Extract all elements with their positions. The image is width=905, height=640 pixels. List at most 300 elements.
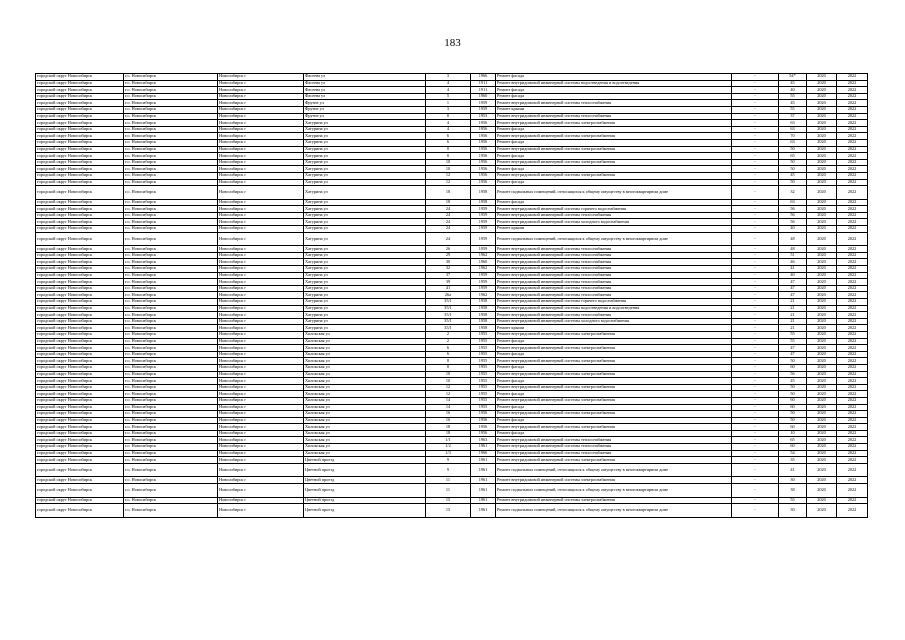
municipality-cell: городской округ Новосибирск xyxy=(36,232,124,246)
end-year-cell: 2022 xyxy=(837,126,868,133)
work-type-cell: Ремонт внутридомовой инженерной системы электроснабжения xyxy=(496,371,732,378)
settlement-cell: Новосибирск г xyxy=(218,397,304,404)
work-type-cell: Ремонт внутридомовой инженерной системы теплоснабжения xyxy=(496,312,732,319)
build-year-cell: 1955 xyxy=(471,404,496,411)
dash-cell: - xyxy=(732,397,779,404)
settlement-cell: Новосибирск г xyxy=(218,358,304,365)
table-row xyxy=(36,450,868,457)
start-year-cell: 2020 xyxy=(807,285,837,292)
value-cell: 54* xyxy=(779,74,807,81)
district-cell: г.о. Новосибирск xyxy=(124,266,218,273)
value-cell: 60 xyxy=(779,444,807,451)
district-cell: г.о. Новосибирск xyxy=(124,272,218,279)
capital-repair-table xyxy=(35,73,868,518)
build-year-cell: 1955 xyxy=(471,345,496,352)
table-row xyxy=(36,259,868,266)
work-type-cell: Ремонт подвальных помещений, относящихся к общему имуществу в многоквартирном доме xyxy=(496,186,732,200)
build-year-cell: 1959 xyxy=(471,279,496,286)
dash-cell: - xyxy=(732,504,779,518)
start-year-cell: 2020 xyxy=(807,325,837,332)
work-type-cell: Ремонт крыши xyxy=(496,325,732,332)
value-cell: 51 xyxy=(779,252,807,259)
house-number-cell: 26а xyxy=(426,292,471,299)
end-year-cell: 2022 xyxy=(837,226,868,233)
settlement-cell: Новосибирск г xyxy=(218,87,304,94)
settlement-cell: Новосибирск г xyxy=(218,345,304,352)
house-number-cell: 41 xyxy=(426,285,471,292)
work-type-cell: Ремонт внутридомовой инженерной системы теплоснабжения xyxy=(496,450,732,457)
work-type-cell: Ремонт фасада xyxy=(496,364,732,371)
dash-cell: - xyxy=(732,411,779,418)
settlement-cell: Новосибирск г xyxy=(218,266,304,273)
table-row xyxy=(36,331,868,338)
build-year-cell: 1955 xyxy=(471,371,496,378)
build-year-cell: 1962 xyxy=(471,252,496,259)
settlement-cell: Новосибирск г xyxy=(218,285,304,292)
build-year-cell: 1955 xyxy=(471,397,496,404)
house-number-cell: 6 xyxy=(426,351,471,358)
municipality-cell: городской округ Новосибирск xyxy=(36,397,124,404)
value-cell: 56 xyxy=(779,219,807,226)
work-type-cell: Ремонт фасада xyxy=(496,351,732,358)
value-cell: 50 xyxy=(779,411,807,418)
house-number-cell: 18 xyxy=(426,430,471,437)
settlement-cell: Новосибирск г xyxy=(218,232,304,246)
dash-cell: - xyxy=(732,226,779,233)
municipality-cell: городской округ Новосибирск xyxy=(36,113,124,120)
work-type-cell: Ремонт внутридомовой инженерной системы теплоснабжения xyxy=(496,292,732,299)
build-year-cell: 1961 xyxy=(471,504,496,518)
municipality-cell: городской округ Новосибирск xyxy=(36,457,124,464)
end-year-cell: 2022 xyxy=(837,259,868,266)
house-number-cell: 3 xyxy=(426,106,471,113)
value-cell: 47 xyxy=(779,345,807,352)
house-number-cell: 4 xyxy=(426,80,471,87)
municipality-cell: городской округ Новосибирск xyxy=(36,252,124,259)
house-number-cell: 18 xyxy=(426,186,471,200)
start-year-cell: 2020 xyxy=(807,424,837,431)
street-cell: Хилокская ул xyxy=(304,411,426,418)
dash-cell: - xyxy=(732,331,779,338)
build-year-cell: 1953 xyxy=(471,113,496,120)
value-cell: 30 xyxy=(779,504,807,518)
dash-cell: - xyxy=(732,444,779,451)
work-type-cell: Ремонт внутридомовой инженерной системы электроснабжения xyxy=(496,345,732,352)
street-cell: Хилокская ул xyxy=(304,384,426,391)
dash-cell: - xyxy=(732,259,779,266)
dash-cell: - xyxy=(732,378,779,385)
municipality-cell: городской округ Новосибирск xyxy=(36,186,124,200)
value-cell: 35 xyxy=(779,457,807,464)
district-cell: г.о. Новосибирск xyxy=(124,477,218,484)
dash-cell: - xyxy=(732,292,779,299)
street-cell: Хилокская ул xyxy=(304,378,426,385)
value-cell: 55 xyxy=(779,338,807,345)
dash-cell: - xyxy=(732,417,779,424)
settlement-cell: Новосибирск г xyxy=(218,120,304,127)
district-cell: г.о. Новосибирск xyxy=(124,504,218,518)
start-year-cell: 2020 xyxy=(807,159,837,166)
street-cell: Хатуринa ул xyxy=(304,153,426,160)
work-type-cell: Ремонт внутридомовой инженерной системы теплоснабжения xyxy=(496,266,732,273)
district-cell: г.о. Новосибирск xyxy=(124,206,218,213)
work-type-cell: Ремонт внутридомовой инженерной системы электроснабжения xyxy=(496,120,732,127)
district-cell: г.о. Новосибирск xyxy=(124,232,218,246)
house-number-cell: 35/1 xyxy=(426,318,471,325)
settlement-cell: Новосибирск г xyxy=(218,166,304,173)
value-cell: 38 xyxy=(779,484,807,498)
work-type-cell: Ремонт внутридомовой инженерной системы холодного водоснабжения xyxy=(496,318,732,325)
house-number-cell: 11 xyxy=(426,484,471,498)
start-year-cell: 2020 xyxy=(807,246,837,253)
municipality-cell: городской округ Новосибирск xyxy=(36,384,124,391)
value-cell: 50 xyxy=(779,166,807,173)
settlement-cell: Новосибирск г xyxy=(218,133,304,140)
build-year-cell: 1959 xyxy=(471,226,496,233)
house-number-cell: 24 xyxy=(426,232,471,246)
municipality-cell: городской округ Новосибирск xyxy=(36,87,124,94)
start-year-cell: 2020 xyxy=(807,331,837,338)
street-cell: Хатуринa ул xyxy=(304,266,426,273)
value-cell: 47 xyxy=(779,292,807,299)
work-type-cell: Ремонт внутридомовой инженерной системы теплоснабжения xyxy=(496,246,732,253)
house-number-cell: 12 xyxy=(426,179,471,186)
start-year-cell: 2020 xyxy=(807,437,837,444)
settlement-cell: Новосибирск г xyxy=(218,153,304,160)
municipality-cell: городской округ Новосибирск xyxy=(36,172,124,179)
end-year-cell: 2022 xyxy=(837,450,868,457)
dash-cell: - xyxy=(732,404,779,411)
district-cell: г.о. Новосибирск xyxy=(124,484,218,498)
value-cell: 55 xyxy=(779,497,807,504)
dash-cell: - xyxy=(732,351,779,358)
dash-cell: - xyxy=(732,312,779,319)
house-number-cell: 1 xyxy=(426,100,471,107)
settlement-cell: Новосибирск г xyxy=(218,463,304,477)
start-year-cell: 2020 xyxy=(807,146,837,153)
end-year-cell: 2022 xyxy=(837,497,868,504)
house-number-cell: 35/1 xyxy=(426,299,471,306)
start-year-cell: 2020 xyxy=(807,397,837,404)
dash-cell: - xyxy=(732,371,779,378)
house-number-cell: 1/3 xyxy=(426,450,471,457)
street-cell: Цветной проезд xyxy=(304,457,426,464)
table-row xyxy=(36,504,868,518)
value-cell: 56 xyxy=(779,206,807,213)
district-cell: г.о. Новосибирск xyxy=(124,219,218,226)
work-type-cell: Ремонт внутридомовой инженерной системы теплоснабжения xyxy=(496,113,732,120)
work-type-cell: Ремонт внутридомовой инженерной системы водоотведения и водоотведения xyxy=(496,305,732,312)
district-cell: г.о. Новосибирск xyxy=(124,246,218,253)
house-number-cell: 9 xyxy=(426,457,471,464)
start-year-cell: 2020 xyxy=(807,80,837,87)
district-cell: г.о. Новосибирск xyxy=(124,364,218,371)
start-year-cell: 2020 xyxy=(807,232,837,246)
street-cell: Хатуринa ул xyxy=(304,172,426,179)
end-year-cell: 2022 xyxy=(837,219,868,226)
district-cell: г.о. Новосибирск xyxy=(124,179,218,186)
work-type-cell: Ремонт внутридомовой инженерной системы теплоснабжения xyxy=(496,259,732,266)
build-year-cell: 1955 xyxy=(471,364,496,371)
table-row xyxy=(36,384,868,391)
municipality-cell: городской округ Новосибирск xyxy=(36,74,124,81)
dash-cell: - xyxy=(732,391,779,398)
settlement-cell: Новосибирск г xyxy=(218,384,304,391)
table-row xyxy=(36,351,868,358)
municipality-cell: городской округ Новосибирск xyxy=(36,318,124,325)
start-year-cell: 2020 xyxy=(807,450,837,457)
build-year-cell: 1958 xyxy=(471,186,496,200)
value-cell: 55 xyxy=(779,331,807,338)
start-year-cell: 2020 xyxy=(807,504,837,518)
dash-cell: - xyxy=(732,272,779,279)
house-number-cell: 5 xyxy=(426,93,471,100)
build-year-cell: 1958 xyxy=(471,325,496,332)
dash-cell: - xyxy=(732,106,779,113)
build-year-cell: 1956 xyxy=(471,146,496,153)
street-cell: Хатуринa ул xyxy=(304,219,426,226)
end-year-cell: 2022 xyxy=(837,266,868,273)
work-type-cell: Ремонт внутридомовой инженерной системы водоотведения и водоотведения xyxy=(496,80,732,87)
start-year-cell: 2020 xyxy=(807,74,837,81)
value-cell: 40 xyxy=(779,226,807,233)
dash-cell: - xyxy=(732,430,779,437)
table-row xyxy=(36,318,868,325)
settlement-cell: Новосибирск г xyxy=(218,437,304,444)
house-number-cell: 24 xyxy=(426,212,471,219)
end-year-cell: 2022 xyxy=(837,463,868,477)
settlement-cell: Новосибирск г xyxy=(218,484,304,498)
street-cell: Хатуринa ул xyxy=(304,279,426,286)
street-cell: Хатуринa ул xyxy=(304,312,426,319)
district-cell: г.о. Новосибирск xyxy=(124,226,218,233)
end-year-cell: 2022 xyxy=(837,345,868,352)
build-year-cell: 1956 xyxy=(471,133,496,140)
end-year-cell: 2022 xyxy=(837,252,868,259)
municipality-cell: городской округ Новосибирск xyxy=(36,139,124,146)
street-cell: Хилокская ул xyxy=(304,430,426,437)
settlement-cell: Новосибирск г xyxy=(218,331,304,338)
end-year-cell: 2022 xyxy=(837,272,868,279)
settlement-cell: Новосибирск г xyxy=(218,252,304,259)
dash-cell: - xyxy=(732,199,779,206)
municipality-cell: городской округ Новосибирск xyxy=(36,106,124,113)
dash-cell: - xyxy=(732,252,779,259)
table-row xyxy=(36,246,868,253)
start-year-cell: 2020 xyxy=(807,206,837,213)
district-cell: г.о. Новосибирск xyxy=(124,74,218,81)
dash-cell: - xyxy=(732,450,779,457)
settlement-cell: Новосибирск г xyxy=(218,364,304,371)
district-cell: г.о. Новосибирск xyxy=(124,384,218,391)
table-row xyxy=(36,100,868,107)
table-row xyxy=(36,484,868,498)
municipality-cell: городской округ Новосибирск xyxy=(36,351,124,358)
work-type-cell: Ремонт внутридомовой инженерной системы электроснабжения xyxy=(496,424,732,431)
table-row xyxy=(36,417,868,424)
value-cell: 45 xyxy=(779,80,807,87)
end-year-cell: 2022 xyxy=(837,351,868,358)
start-year-cell: 2020 xyxy=(807,497,837,504)
settlement-cell: Новосибирск г xyxy=(218,212,304,219)
table-row xyxy=(36,312,868,319)
settlement-cell: Новосибирск г xyxy=(218,305,304,312)
house-number-cell: 10 xyxy=(426,166,471,173)
work-type-cell: Ремонт внутридомовой инженерной системы электроснабжения xyxy=(496,172,732,179)
value-cell: 50 xyxy=(779,146,807,153)
district-cell: г.о. Новосибирск xyxy=(124,172,218,179)
street-cell: Хатуринa ул xyxy=(304,166,426,173)
work-type-cell: Ремонт внутридомовой инженерной системы теплоснабжения xyxy=(496,212,732,219)
house-number-cell: 8 xyxy=(426,113,471,120)
house-number-cell: 10 xyxy=(426,371,471,378)
end-year-cell: 2022 xyxy=(837,206,868,213)
end-year-cell: 2022 xyxy=(837,384,868,391)
work-type-cell: Ремонт внутридомовой инженерной системы электроснабжения xyxy=(496,331,732,338)
table-row xyxy=(36,424,868,431)
work-type-cell: Ремонт внутридомовой инженерной системы электроснабжения xyxy=(496,358,732,365)
settlement-cell: Новосибирск г xyxy=(218,450,304,457)
district-cell: г.о. Новосибирск xyxy=(124,299,218,306)
build-year-cell: 1961 xyxy=(471,497,496,504)
table-row xyxy=(36,463,868,477)
municipality-cell: городской округ Новосибирск xyxy=(36,206,124,213)
house-number-cell: 15 xyxy=(426,497,471,504)
table-row xyxy=(36,397,868,404)
dash-cell: - xyxy=(732,186,779,200)
end-year-cell: 2022 xyxy=(837,338,868,345)
district-cell: г.о. Новосибирск xyxy=(124,378,218,385)
table-row xyxy=(36,120,868,127)
municipality-cell: городской округ Новосибирск xyxy=(36,305,124,312)
work-type-cell: Ремонт подвальных помещений, относящихся к общему имуществу в многоквартирном доме xyxy=(496,504,732,518)
start-year-cell: 2020 xyxy=(807,166,837,173)
value-cell: 63 xyxy=(779,126,807,133)
end-year-cell: 2022 xyxy=(837,212,868,219)
street-cell: Хатуринa ул xyxy=(304,299,426,306)
municipality-cell: городской округ Новосибирск xyxy=(36,411,124,418)
build-year-cell: 1961 xyxy=(471,463,496,477)
work-type-cell: Ремонт фасада xyxy=(496,199,732,206)
street-cell: Хилокская ул xyxy=(304,391,426,398)
house-number-cell: 6 xyxy=(426,133,471,140)
start-year-cell: 2020 xyxy=(807,351,837,358)
district-cell: г.о. Новосибирск xyxy=(124,285,218,292)
start-year-cell: 2020 xyxy=(807,212,837,219)
house-number-cell: 4 xyxy=(426,120,471,127)
municipality-cell: городской округ Новосибирск xyxy=(36,477,124,484)
house-number-cell: 12 xyxy=(426,384,471,391)
district-cell: г.о. Новосибирск xyxy=(124,305,218,312)
dash-cell: - xyxy=(732,338,779,345)
build-year-cell: 1962 xyxy=(471,292,496,299)
district-cell: г.о. Новосибирск xyxy=(124,457,218,464)
build-year-cell: 1959 xyxy=(471,212,496,219)
value-cell: 50 xyxy=(779,358,807,365)
municipality-cell: городской округ Новосибирск xyxy=(36,404,124,411)
value-cell: 41 xyxy=(779,266,807,273)
district-cell: г.о. Новосибирск xyxy=(124,113,218,120)
work-type-cell: Ремонт внутридомовой инженерной системы электроснабжения xyxy=(496,159,732,166)
street-cell: Цветной проезд xyxy=(304,477,426,484)
street-cell: Хатуринa ул xyxy=(304,285,426,292)
value-cell: 47 xyxy=(779,279,807,286)
value-cell: 21 xyxy=(779,318,807,325)
municipality-cell: городской округ Новосибирск xyxy=(36,371,124,378)
settlement-cell: Новосибирск г xyxy=(218,172,304,179)
municipality-cell: городской округ Новосибирск xyxy=(36,338,124,345)
work-type-cell: Ремонт внутридомовой инженерной системы теплоснабжения xyxy=(496,272,732,279)
table-row xyxy=(36,444,868,451)
table-row xyxy=(36,199,868,206)
district-cell: г.о. Новосибирск xyxy=(124,497,218,504)
settlement-cell: Новосибирск г xyxy=(218,106,304,113)
end-year-cell: 2022 xyxy=(837,437,868,444)
street-cell: Хатуринa ул xyxy=(304,252,426,259)
dash-cell: - xyxy=(732,318,779,325)
build-year-cell: 1959 xyxy=(471,272,496,279)
municipality-cell: городской округ Новосибирск xyxy=(36,417,124,424)
start-year-cell: 2020 xyxy=(807,279,837,286)
dash-cell: - xyxy=(732,437,779,444)
build-year-cell: 1962 xyxy=(471,266,496,273)
end-year-cell: 2022 xyxy=(837,153,868,160)
table-row xyxy=(36,74,868,81)
work-type-cell: Ремонт фасада xyxy=(496,93,732,100)
street-cell: Хатуринa ул xyxy=(304,179,426,186)
start-year-cell: 2020 xyxy=(807,186,837,200)
dash-cell: - xyxy=(732,384,779,391)
street-cell: Цветной проезд xyxy=(304,484,426,498)
table-row xyxy=(36,232,868,246)
end-year-cell: 2022 xyxy=(837,166,868,173)
start-year-cell: 2020 xyxy=(807,457,837,464)
dash-cell: - xyxy=(732,206,779,213)
municipality-cell: городской округ Новосибирск xyxy=(36,378,124,385)
street-cell: Хатуринa ул xyxy=(304,199,426,206)
end-year-cell: 2022 xyxy=(837,358,868,365)
start-year-cell: 2020 xyxy=(807,272,837,279)
house-number-cell: 1/1 xyxy=(426,437,471,444)
work-type-cell: Ремонт фасада xyxy=(496,404,732,411)
district-cell: г.о. Новосибирск xyxy=(124,312,218,319)
dash-cell: - xyxy=(732,120,779,127)
house-number-cell: 35/1 xyxy=(426,312,471,319)
table-row xyxy=(36,87,868,94)
build-year-cell: 1959 xyxy=(471,232,496,246)
municipality-cell: городской округ Новосибирск xyxy=(36,312,124,319)
start-year-cell: 2020 xyxy=(807,93,837,100)
district-cell: г.о. Новосибирск xyxy=(124,338,218,345)
settlement-cell: Новосибирск г xyxy=(218,146,304,153)
work-type-cell: Ремонт фасада xyxy=(496,166,732,173)
table-row xyxy=(36,391,868,398)
work-type-cell: Ремонт фасада xyxy=(496,430,732,437)
settlement-cell: Новосибирск г xyxy=(218,312,304,319)
district-cell: г.о. Новосибирск xyxy=(124,186,218,200)
build-year-cell: 1959 xyxy=(471,219,496,226)
start-year-cell: 2020 xyxy=(807,87,837,94)
house-number-cell: 24 xyxy=(426,206,471,213)
dash-cell: - xyxy=(732,364,779,371)
build-year-cell: 1956 xyxy=(471,424,496,431)
settlement-cell: Новосибирск г xyxy=(218,411,304,418)
end-year-cell: 2022 xyxy=(837,279,868,286)
value-cell: 30 xyxy=(779,477,807,484)
settlement-cell: Новосибирск г xyxy=(218,351,304,358)
build-year-cell: 1961 xyxy=(471,444,496,451)
table-row xyxy=(36,279,868,286)
